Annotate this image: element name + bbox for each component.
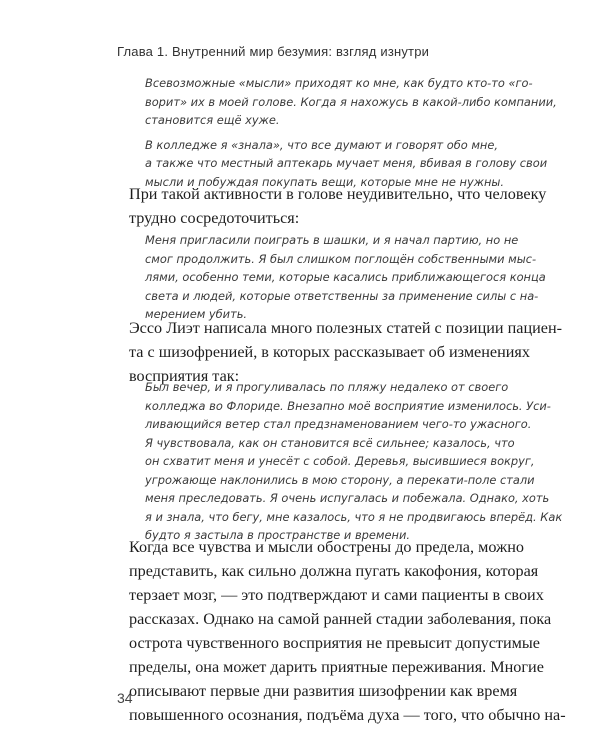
quote-line: он схватит меня и унесёт с собой. Деревья, высившиеся вокруг, — [145, 454, 535, 468]
quote-line: меня преследовать. Я очень испугалась и побежала. Однако, хоть — [145, 491, 550, 505]
quote-line: будто я застыла в пространстве и времени. — [145, 528, 410, 542]
body-line: острота чувственного восприятия не превысит допустимые — [129, 634, 540, 652]
quote-line: света и людей, которые ответственны за применение силы с на- — [145, 288, 539, 303]
body-line: трудно сосредоточиться: — [129, 209, 300, 227]
quote-line: мысли и побуждая покупать вещи, которые мне не нужны. — [145, 174, 505, 189]
quote-line: становится ещё хуже. — [145, 113, 280, 127]
quote-line: Всевозможные «мысли» приходят ко мне, как будто кто-то «го- — [145, 76, 533, 90]
quote-line: ворит» их в моей голове. Когда я нахожусь в какой-либо компании, — [145, 94, 557, 109]
quote-line: а также что местный аптекарь мучает меня, вбивая в голову свои — [145, 156, 548, 170]
quote-line: Был вечер, и я прогуливалась по пляжу недалеко от своего — [145, 380, 509, 394]
quote-line: смог продолжить. Я был слишком поглощён собственными мыс- — [145, 251, 537, 266]
quote-line: угрожающе наклонились в мою сторону, а перекати-поле стали — [145, 472, 535, 487]
body-line: повышенного осознания, подъёма духа — того, что обычно на- — [129, 706, 566, 724]
quote-line: лями, особенно теми, которые касались приближающегося конца — [145, 270, 546, 284]
body-line: терзает мозг, — это подтверждают и сами пациенты в своих — [129, 586, 544, 604]
quote-paragraph — [145, 74, 557, 130]
quote-line: я и знала, что бегу, мне казалось, что я не продвигаюсь вперёд. Как — [145, 509, 563, 524]
body-paragraph — [117, 535, 566, 727]
body-line: описывают первые дни развития шизофрении как время — [129, 682, 518, 700]
quote-line: В колледже я «знала», что все думают и говорят обо мне, — [145, 137, 498, 152]
body-line: представить, как сильно должна пугать какофония, которая — [129, 562, 539, 580]
page-number: 34 — [117, 690, 133, 706]
quote-line: колледжа во Флориде. Внезапно моё восприятие изменилось. Уси- — [145, 398, 551, 413]
quote-block-2 — [145, 231, 546, 324]
quote-block-3 — [145, 378, 563, 545]
quote-line: ливающийся ветер стал предзнаменованием чего-то ужасного. — [145, 417, 532, 431]
quote-block-1 — [145, 74, 557, 191]
body-line: пределы, она может дарить приятные переживания. Многие — [129, 658, 544, 676]
quote-paragraph — [145, 231, 546, 324]
quote-line: Меня пригласили поиграть в шашки, и я начал партию, но не — [145, 233, 519, 247]
body-line: та с шизофренией, в которых рассказывает об изменениях — [129, 343, 530, 361]
body-line: рассказах. Однако на самой ранней стадии заболевания, пока — [129, 610, 552, 628]
quote-line: мерением убить. — [145, 307, 248, 321]
body-line: Когда все чувства и мысли обострены до предела, можно — [129, 538, 524, 556]
body-line: При такой активности в голове неудивительно, что человеку — [129, 185, 547, 203]
body-line: Эссо Лиэт написала много полезных статей с позиции пациен- — [129, 319, 563, 337]
body-paragraph — [117, 182, 547, 230]
quote-line: Я чувствовала, как он становится всё сильнее; казалось, что — [145, 435, 515, 450]
running-head: Глава 1. Внутренний мир безумия: взгляд изнутри — [117, 44, 430, 59]
body-line: восприятия так: — [129, 367, 240, 385]
body-paragraph-1 — [117, 182, 547, 230]
quote-paragraph — [145, 378, 563, 545]
body-paragraph-3 — [117, 535, 566, 727]
